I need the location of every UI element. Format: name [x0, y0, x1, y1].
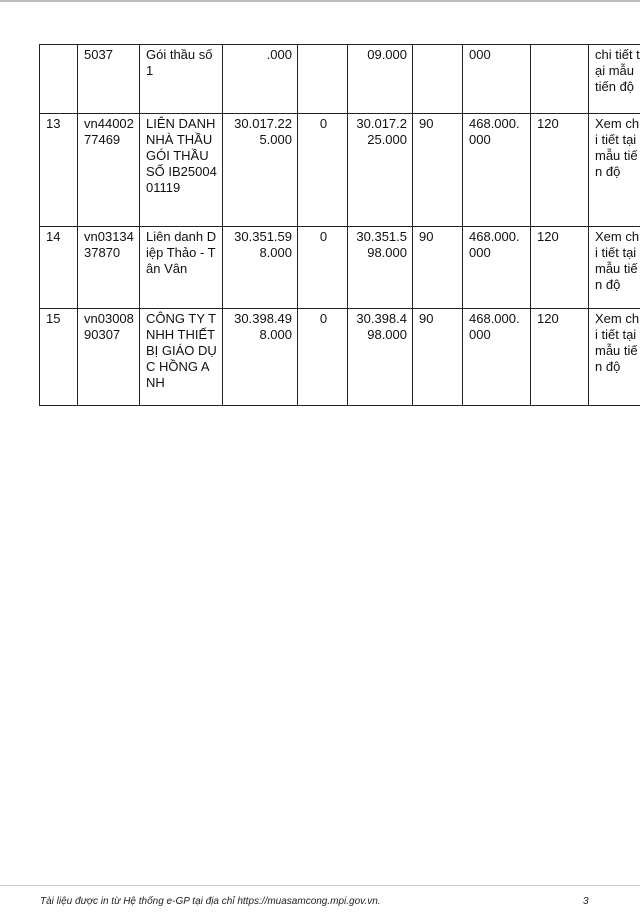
cell-stt: 13	[40, 114, 78, 227]
footer-page-number: 3	[583, 896, 589, 907]
cell-guarantee-days: 120	[531, 309, 589, 406]
cell-stt	[40, 45, 78, 114]
table-row	[40, 309, 640, 406]
cell-validity-days: 90	[413, 114, 463, 227]
cell-stt: 14	[40, 227, 78, 309]
cell-guarantee-amount: 468.000.000	[463, 309, 531, 406]
cell-stt: 15	[40, 309, 78, 406]
cell-bidder-name: CÔNG TY TNHH THIẾT BỊ GIÁO DỤC HỒNG ANH	[140, 309, 223, 406]
table-row	[40, 45, 640, 114]
cell-guarantee-amount: 468.000.000	[463, 227, 531, 309]
cell-schedule-detail: Xem chi tiết tại mẫu tiến độ	[589, 114, 640, 227]
cell-bid-price: .000	[223, 45, 298, 114]
cell-price-after-discount: 30.398.498.000	[348, 309, 413, 406]
cell-guarantee-amount: 468.000.000	[463, 114, 531, 227]
cell-bid-price: 30.398.498.000	[223, 309, 298, 406]
cell-bid-price: 30.017.225.000	[223, 114, 298, 227]
cell-schedule-detail: Xem chi tiết tại mẫu tiến độ	[589, 227, 640, 309]
bidder-table-body	[40, 45, 640, 406]
cell-bidder-name: Gói thầu số 1	[140, 45, 223, 114]
cell-discount: 0	[298, 309, 348, 406]
cell-bidder-name: Liên danh Diệp Thảo - Tân Vân	[140, 227, 223, 309]
cell-guarantee-amount: 000	[463, 45, 531, 114]
page-top-border	[0, 0, 640, 2]
cell-bidder-code: vn0313437870	[78, 227, 140, 309]
cell-guarantee-days: 120	[531, 114, 589, 227]
cell-bidder-name: LIÊN DANH NHÀ THẦU GÓI THẦU SỐ IB2500401119	[140, 114, 223, 227]
cell-bidder-code: 5037	[78, 45, 140, 114]
cell-price-after-discount: 30.017.225.000	[348, 114, 413, 227]
cell-discount: 0	[298, 227, 348, 309]
cell-guarantee-days: 120	[531, 227, 589, 309]
table-row	[40, 227, 640, 309]
footer-divider	[0, 885, 640, 886]
cell-price-after-discount: 09.000	[348, 45, 413, 114]
cell-validity-days: 90	[413, 309, 463, 406]
cell-discount: 0	[298, 114, 348, 227]
cell-bidder-code: vn4400277469	[78, 114, 140, 227]
cell-validity-days: 90	[413, 227, 463, 309]
cell-schedule-detail: chi tiết tại mẫu tiến độ	[589, 45, 640, 114]
cell-validity-days	[413, 45, 463, 114]
footer-source-text: Tài liệu được in từ Hệ thống e-GP tại địa chỉ https://muasamcong.mpi.gov.vn.	[40, 896, 381, 907]
cell-bidder-code: vn0300890307	[78, 309, 140, 406]
cell-discount	[298, 45, 348, 114]
cell-price-after-discount: 30.351.598.000	[348, 227, 413, 309]
bidder-table	[39, 44, 640, 406]
table-row	[40, 114, 640, 227]
cell-bid-price: 30.351.598.000	[223, 227, 298, 309]
cell-schedule-detail: Xem chi tiết tại mẫu tiến độ	[589, 309, 640, 406]
cell-guarantee-days	[531, 45, 589, 114]
